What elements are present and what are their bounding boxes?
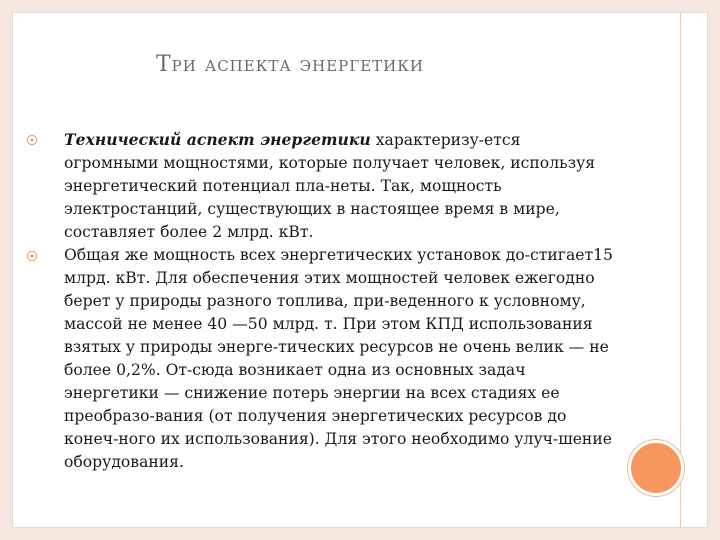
decorative-rule [680,13,681,527]
flower-bullet-icon [26,250,38,262]
bullet-item [26,244,616,474]
slide-title: Три аспекта энергетики [156,52,424,77]
bullet-lead: Технический аспект энергетики [64,130,371,149]
bullet-list [26,128,616,474]
bullet-item [26,128,616,244]
bullet-text: Общая же мощность всех энергетических установок до-стигает15 млрд. кВт. Для обеспечения этих мощностей человек ежегодно берет у природы разного топлива, при-веденного к условному, массой не менее 40 —50 млрд. т. При этом КПД использования взятых у природы энерге-тических ресурсов не очень велик — не более 0,2%. От-сюда возникает одна из основных задач энергетики — снижение потерь энергии на всех стадиях ее преобразо-вания (от получения энергетических ресурсов до конеч-ного их использования). Для этого необходимо улуч-шение оборудования. [64,246,613,471]
orange-circle-icon [628,440,684,496]
bullet-text: характеризу-ется огромными мощностями, которые получает человек, используя энергетический потенциал пла-неты. Так, мощность электростанций, существующих в настоящее время в мире, составляет более 2 млрд. кВт. [64,131,596,241]
flower-bullet-icon [26,134,38,146]
